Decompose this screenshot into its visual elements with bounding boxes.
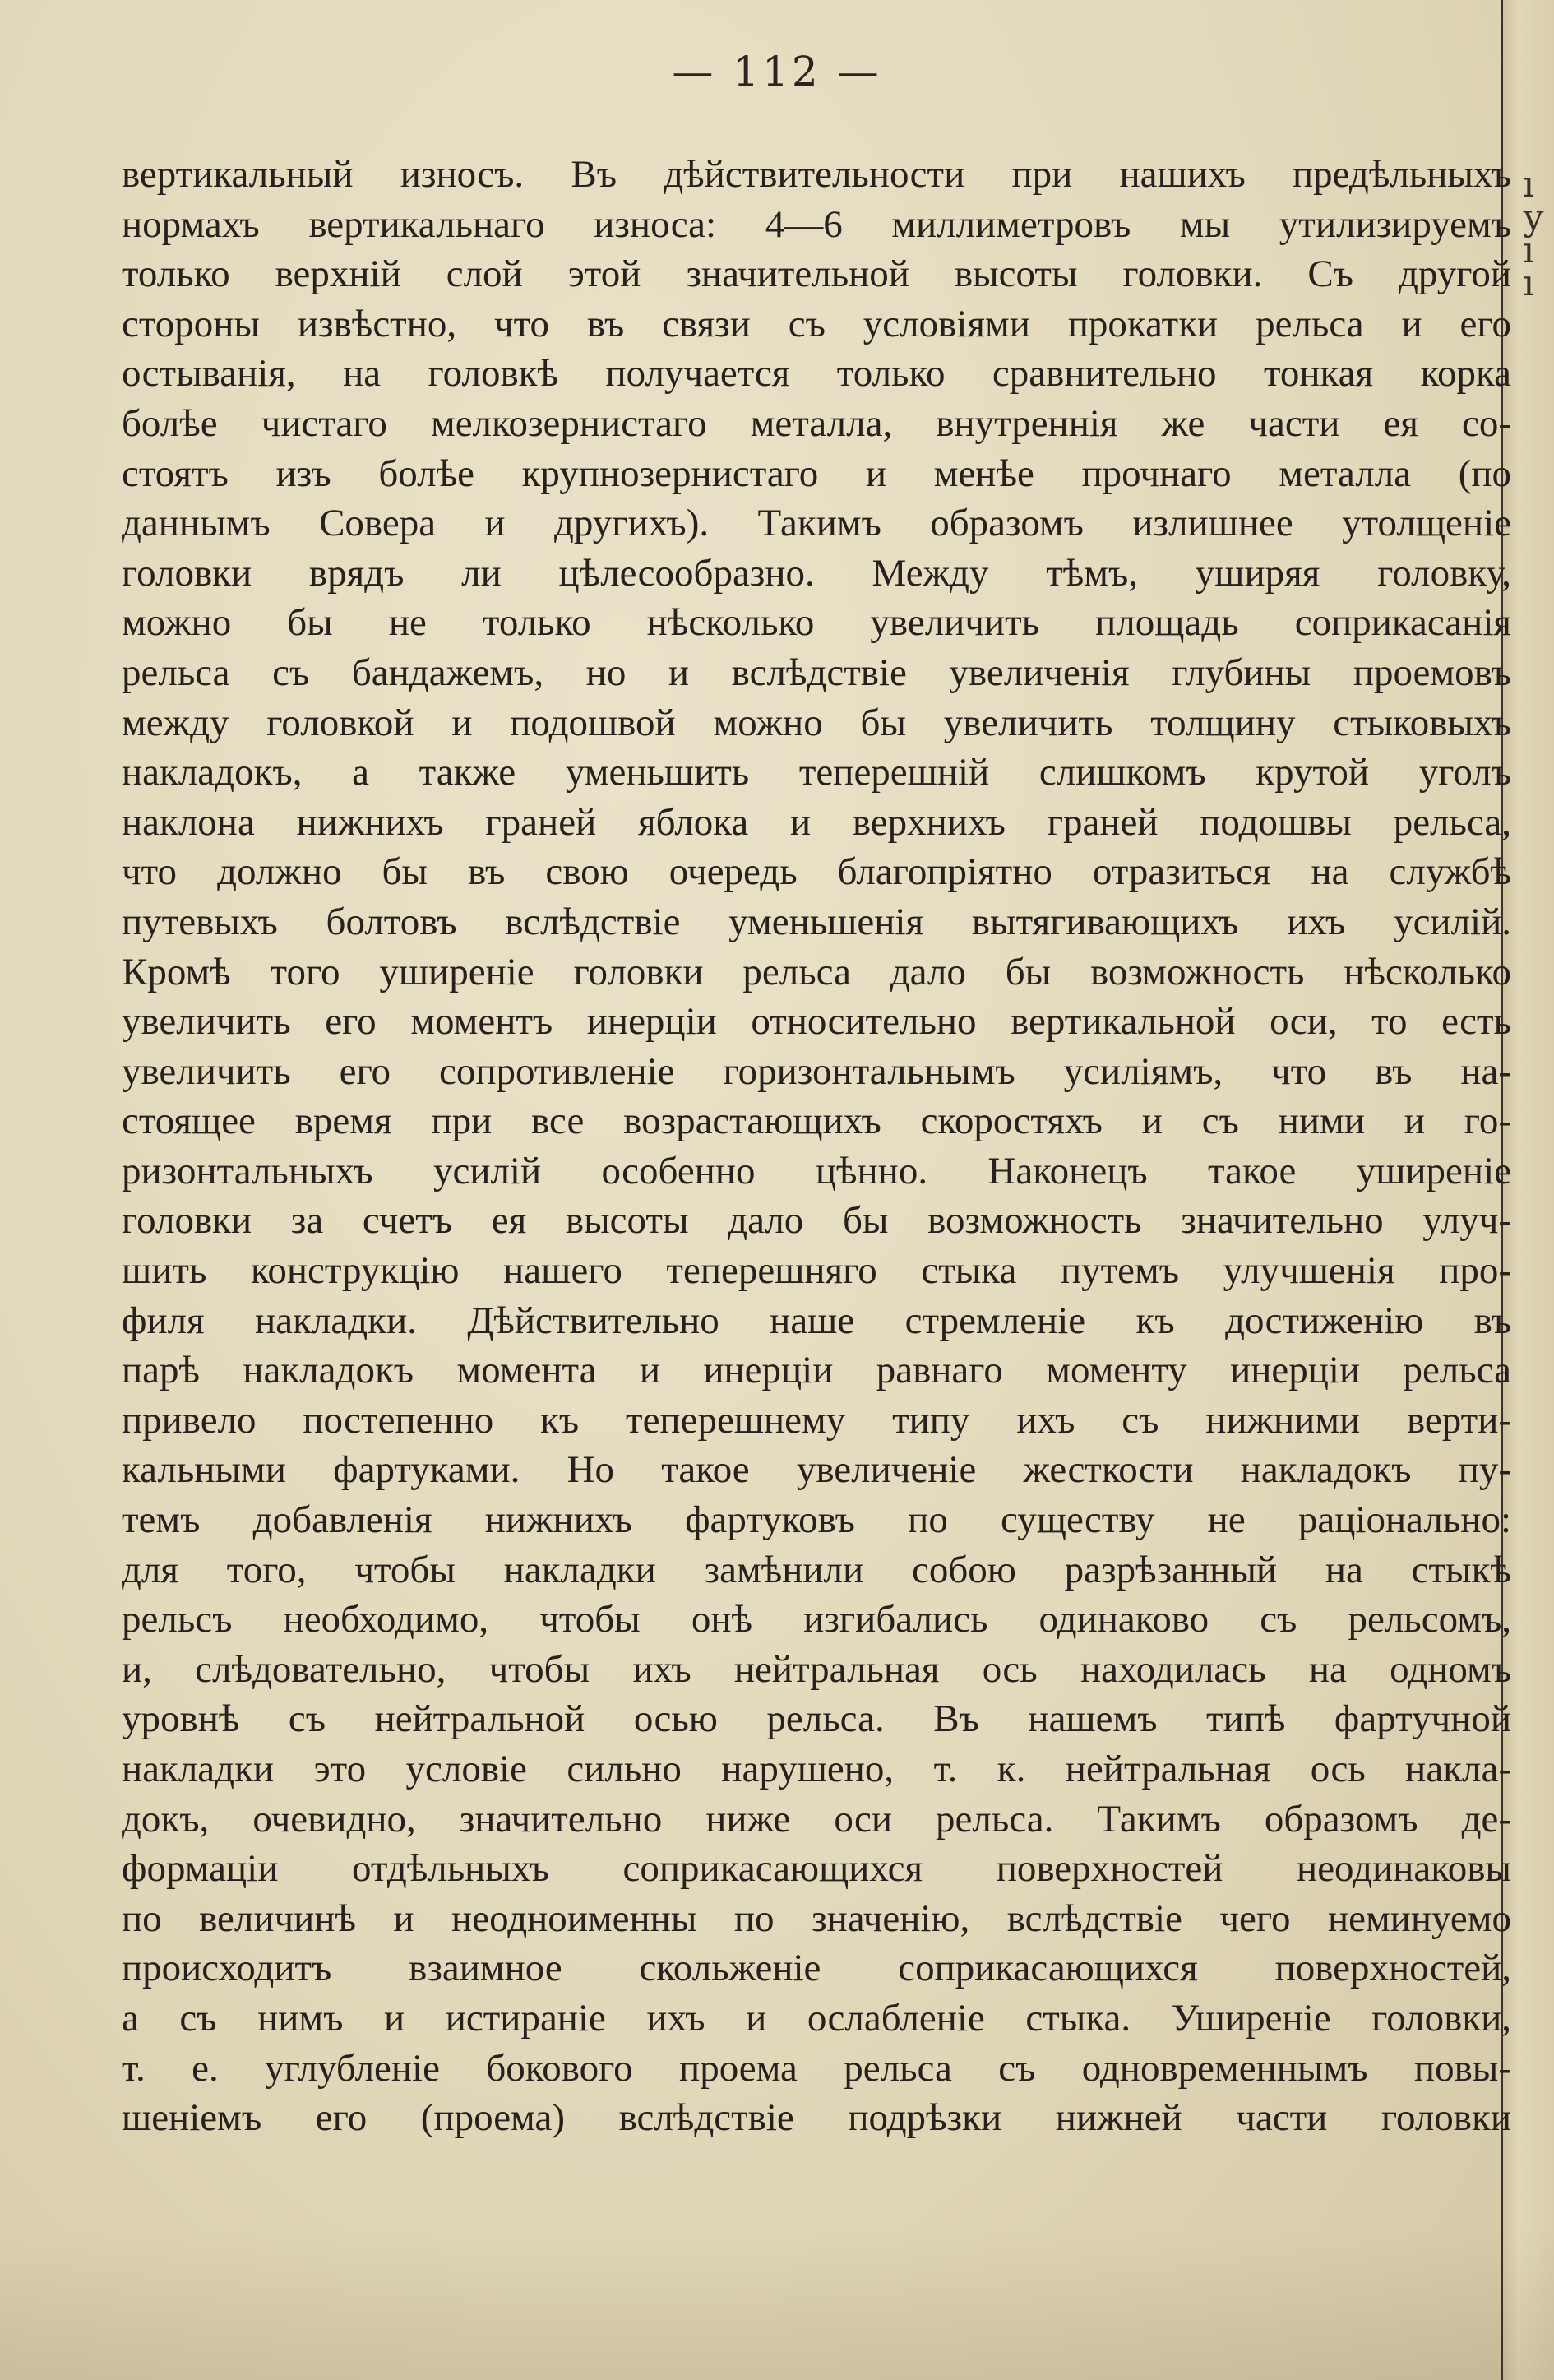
text-line: головки за счетъ ея высоты дало бы возможность значительно улуч- [122, 1199, 1511, 1243]
text-line: формаціи отдѣльныхъ соприкасающихся поверхностей неодинаковы [122, 1847, 1511, 1891]
text-line: наклона нижнихъ граней яблока и верхнихъ граней подошвы рельса, [122, 800, 1511, 844]
text-line: головки врядъ ли цѣлесообразно. Между тѣмъ, уширяя головку, [122, 551, 1511, 595]
text-line: а съ нимъ и истираніе ихъ и ослабленіе стыка. Уширеніе головки, [122, 1996, 1511, 2040]
text-line: темъ добавленія нижнихъ фартуковъ по существу не раціонально: [122, 1498, 1511, 1542]
text-line: что должно бы въ свою очередь благопріятно отразиться на службѣ [122, 850, 1511, 894]
text-line: стороны извѣстно, что въ связи съ условіями прокатки рельса и его [122, 302, 1511, 345]
text-line: можно бы не только нѣсколько увеличить площадь соприкасанія [122, 601, 1511, 645]
text-line: рельсъ необходимо, чтобы онѣ изгибались одинаково съ рельсомъ, [122, 1598, 1511, 1641]
text-line: увеличить его моментъ инерціи относительно вертикальной оси, то есть [122, 1000, 1511, 1044]
text-line: рельса съ бандажемъ, но и вслѣдствіе увеличенія глубины проемовъ [122, 651, 1511, 694]
text-line: увеличить его сопротивленіе горизонтальнымъ усиліямъ, что въ на- [122, 1049, 1511, 1093]
text-line: шить конструкцію нашего теперешняго стыка путемъ улучшенія про- [122, 1249, 1511, 1293]
text-line: происходитъ взаимное скольженіе соприкасающихся поверхностей, [122, 1947, 1511, 1990]
text-line: накладокъ, а также уменьшить теперешній слишкомъ крутой уголъ [122, 751, 1511, 794]
text-line: между головкой и подошвой можно бы увеличить толщину стыковыхъ [122, 701, 1511, 744]
text-line: филя накладки. Дѣйствительно наше стремленіе къ достиженію въ [122, 1299, 1511, 1342]
body-text [122, 150, 1511, 2143]
text-line: остыванія, на головкѣ получается только сравнительно тонкая корка [122, 352, 1511, 396]
text-line: даннымъ Совера и другихъ). Такимъ образомъ излишнее утолщеніе [122, 502, 1511, 545]
text-line: кальными фартуками. Но такое увеличеніе жесткости накладокъ пу- [122, 1448, 1511, 1492]
text-line: стоящее время при все возрастающихъ скоростяхъ и съ ними и го- [122, 1100, 1511, 1143]
text-line: Кромѣ того уширеніе головки рельса дало бы возможность нѣсколько [122, 950, 1511, 993]
text-line: накладки это условіе сильно нарушено, т. к. нейтральная ось накла- [122, 1748, 1511, 1790]
text-line: ризонтальныхъ усилій особенно цѣнно. Наконецъ такое уширеніе [122, 1149, 1511, 1192]
text-line: и, слѣдовательно, чтобы ихъ нейтральная ось находилась на одномъ [122, 1647, 1511, 1691]
text-line: привело постепенно къ теперешнему типу ихъ съ нижними верти- [122, 1398, 1511, 1442]
text-line: парѣ накладокъ момента и инерціи равнаго моменту инерціи рельса [122, 1349, 1511, 1392]
text-line: для того, чтобы накладки замѣнили собою разрѣзанный на стыкѣ [122, 1548, 1511, 1591]
page-shadow [0, 2232, 1554, 2380]
text-line: нормахъ вертикальнаго износа: 4—6 миллиметровъ мы утилизируемъ [122, 202, 1511, 246]
facing-page-fragments: ı у ı ı [1523, 164, 1544, 304]
text-line: по величинѣ и неодноименны по значенію, вслѣдствіе чего неминуемо [122, 1896, 1511, 1940]
text-line: докъ, очевидно, значительно ниже оси рельса. Такимъ образомъ де- [122, 1797, 1511, 1841]
text-line: путевыхъ болтовъ вслѣдствіе уменьшенія вытягивающихъ ихъ усилій. [122, 900, 1511, 943]
page-number: — 112 — [672, 48, 882, 95]
text-line: болѣе чистаго мелкозернистаго металла, внутреннія же части ея со- [122, 401, 1511, 445]
text-line: т. е. углубленіе бокового проема рельса съ одновременнымъ повы- [122, 2046, 1511, 2090]
text-line: только верхній слой этой значительной высоты головки. Съ другой [122, 252, 1511, 296]
text-line: вертикальный износъ. Въ дѣйствительности при нашихъ предѣльныхъ [122, 153, 1511, 196]
text-line: шеніемъ его (проема) вслѣдствіе подрѣзки нижней части головки [122, 2096, 1511, 2140]
text-line: стоятъ изъ болѣе крупнозернистаго и менѣе прочнаго металла (по [122, 451, 1511, 495]
text-line: уровнѣ съ нейтральной осью рельса. Въ нашемъ типѣ фартучной [122, 1697, 1511, 1741]
